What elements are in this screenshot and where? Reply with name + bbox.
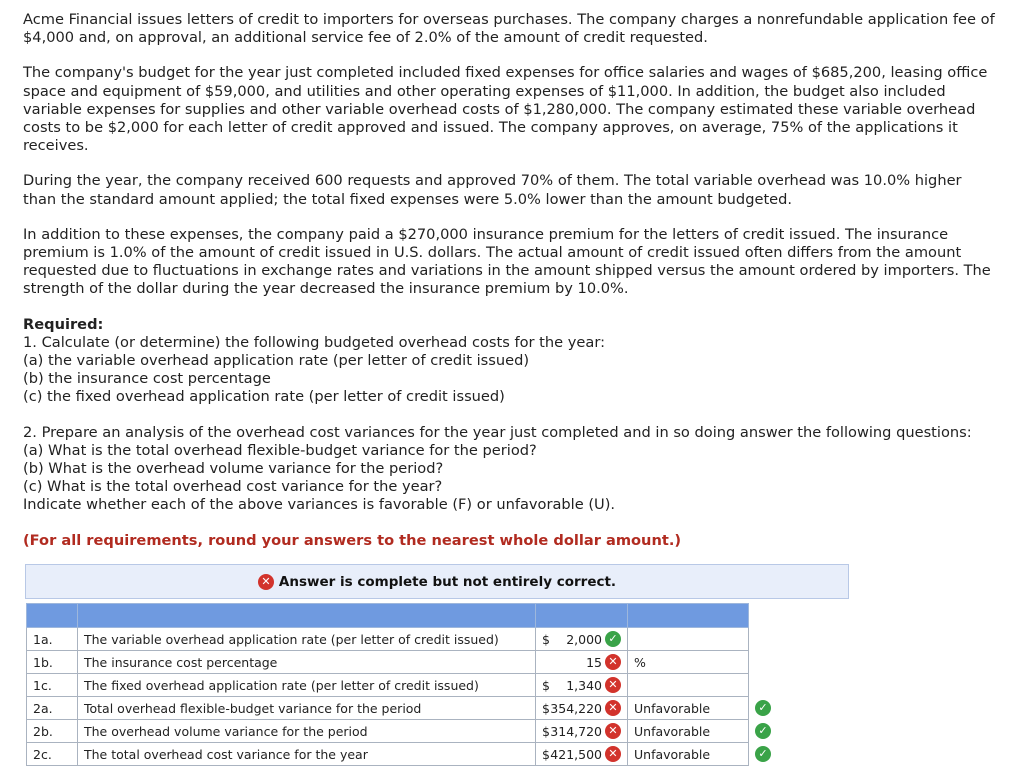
- row-number: 1a.: [27, 628, 78, 651]
- table-row: [27, 743, 778, 766]
- answer-input[interactable]: [536, 720, 628, 743]
- row-number: 1b.: [27, 651, 78, 674]
- row-description: The insurance cost percentage: [78, 651, 536, 674]
- row-description: The overhead volume variance for the period: [78, 720, 536, 743]
- answer-input[interactable]: [536, 697, 628, 720]
- unit-status: [749, 651, 778, 674]
- header-cell: [78, 604, 536, 628]
- row-description: The fixed overhead application rate (per letter of credit issued): [78, 674, 536, 697]
- row-number: 2c.: [27, 743, 78, 766]
- table-row: [27, 697, 778, 720]
- answer-input[interactable]: [536, 628, 628, 651]
- currency-prefix: $: [542, 746, 550, 762]
- banner-text: Answer is complete but not entirely correct.: [278, 573, 617, 590]
- variance-type-select: [628, 628, 749, 651]
- x-circle-icon: ✕: [605, 746, 621, 762]
- answer-value: 354,220: [550, 700, 602, 716]
- req1-line: (b) the insurance cost percentage: [23, 370, 271, 388]
- paragraph-3: During the year, the company received 600 requests and approved 70% of them. The total variable overhead was 10.0% higher than the standard amount applied; the total fixed expenses were 5.0% lower than the amount budgeted.: [23, 172, 962, 208]
- x-circle-icon: ✕: [605, 677, 621, 693]
- check-circle-icon: ✓: [755, 723, 771, 739]
- answer-status-banner: [25, 564, 849, 599]
- header-cell: [27, 604, 78, 628]
- percent-unit: %: [628, 651, 749, 674]
- unit-status: [749, 697, 778, 720]
- variance-type-select[interactable]: Unfavorable: [628, 720, 749, 743]
- req1-line: (a) the variable overhead application rate (per letter of credit issued): [23, 352, 530, 370]
- req2-line: (c) What is the total overhead cost variance for the year?: [23, 478, 443, 496]
- req2-line: 2. Prepare an analysis of the overhead cost variances for the year just completed and in so doing answer the following questions:: [23, 423, 972, 441]
- answer-input[interactable]: [536, 743, 628, 766]
- unit-status: [749, 628, 778, 651]
- row-number: 2b.: [27, 720, 78, 743]
- answer-value: 15: [586, 654, 602, 670]
- x-circle-icon: ✕: [258, 574, 274, 590]
- variance-type-select[interactable]: Unfavorable: [628, 697, 749, 720]
- unit-status: [749, 743, 778, 766]
- check-circle-icon: ✓: [755, 746, 771, 762]
- answer-value: 421,500: [550, 746, 602, 762]
- x-circle-icon: ✕: [605, 654, 621, 670]
- variance-type-select: [628, 674, 749, 697]
- table-row: [27, 720, 778, 743]
- paragraph-4: In addition to these expenses, the company paid a $270,000 insurance premium for the letters of credit issued. The insurance premium is 1.0% of the amount of credit issued in U.S. dollars. The actual amount of credit issued often differs from the amount requested due to fluctuations in exchange rates and variations in the amount shipped versus the amount ordered by importers. The strength of the dollar during the year decreased the insurance premium by 10.0%.: [23, 225, 991, 298]
- header-cell: [536, 604, 628, 628]
- row-description: The total overhead cost variance for the year: [78, 743, 536, 766]
- header-spacer: [749, 604, 778, 628]
- req2-line: Indicate whether each of the above variances is favorable (F) or unfavorable (U).: [23, 496, 616, 514]
- table-row: [27, 628, 778, 651]
- row-number: 1c.: [27, 674, 78, 697]
- required-title: Required:: [23, 315, 104, 333]
- req1-line: 1. Calculate (or determine) the following budgeted overhead costs for the year:: [23, 333, 605, 351]
- req1-line: (c) the fixed overhead application rate (per letter of credit issued): [23, 388, 505, 406]
- answers-table: [26, 603, 778, 766]
- paragraph-1: Acme Financial issues letters of credit to importers for overseas purchases. The company charges a nonrefundable application fee of $4,000 and, on approval, an additional service fee of 2.0% of the amount of credit requested.: [23, 11, 995, 47]
- rounding-note: (For all requirements, round your answers to the nearest whole dollar amount.): [23, 531, 682, 549]
- unit-status: [749, 720, 778, 743]
- x-circle-icon: ✕: [605, 723, 621, 739]
- row-description: The variable overhead application rate (per letter of credit issued): [78, 628, 536, 651]
- answer-input[interactable]: [536, 674, 628, 697]
- currency-prefix: $: [542, 631, 550, 647]
- unit-status: [749, 674, 778, 697]
- answer-value: 314,720: [550, 723, 602, 739]
- header-cell: [628, 604, 749, 628]
- problem-text: [23, 11, 998, 550]
- check-circle-icon: ✓: [605, 631, 621, 647]
- requirement-1: [23, 316, 998, 407]
- answer-value: 1,340: [566, 677, 602, 693]
- check-circle-icon: ✓: [755, 700, 771, 716]
- currency-prefix: $: [542, 700, 550, 716]
- currency-prefix: $: [542, 723, 550, 739]
- req2-line: (a) What is the total overhead flexible-budget variance for the period?: [23, 441, 537, 459]
- paragraph-2: The company's budget for the year just completed included fixed expenses for office salaries and wages of $685,200, leasing office space and equipment of $59,000, and utilities and other operating expenses of $11,000. In addition, the budget also included variable expenses for supplies and other variable overhead costs of $1,280,000. The company estimated these variable overhead costs to be $2,000 for each letter of credit approved and issued. The company approves, on average, 75% of the applications it receives.: [23, 64, 988, 155]
- table-row: [27, 674, 778, 697]
- variance-type-select[interactable]: Unfavorable: [628, 743, 749, 766]
- table-header-row: [27, 604, 778, 628]
- row-number: 2a.: [27, 697, 78, 720]
- row-description: Total overhead flexible-budget variance for the period: [78, 697, 536, 720]
- answer-input[interactable]: [536, 651, 628, 674]
- requirement-2: [23, 424, 998, 515]
- answer-value: 2,000: [566, 631, 602, 647]
- x-circle-icon: ✕: [605, 700, 621, 716]
- table-row: [27, 651, 778, 674]
- req2-line: (b) What is the overhead volume variance for the period?: [23, 460, 444, 478]
- currency-prefix: $: [542, 677, 550, 693]
